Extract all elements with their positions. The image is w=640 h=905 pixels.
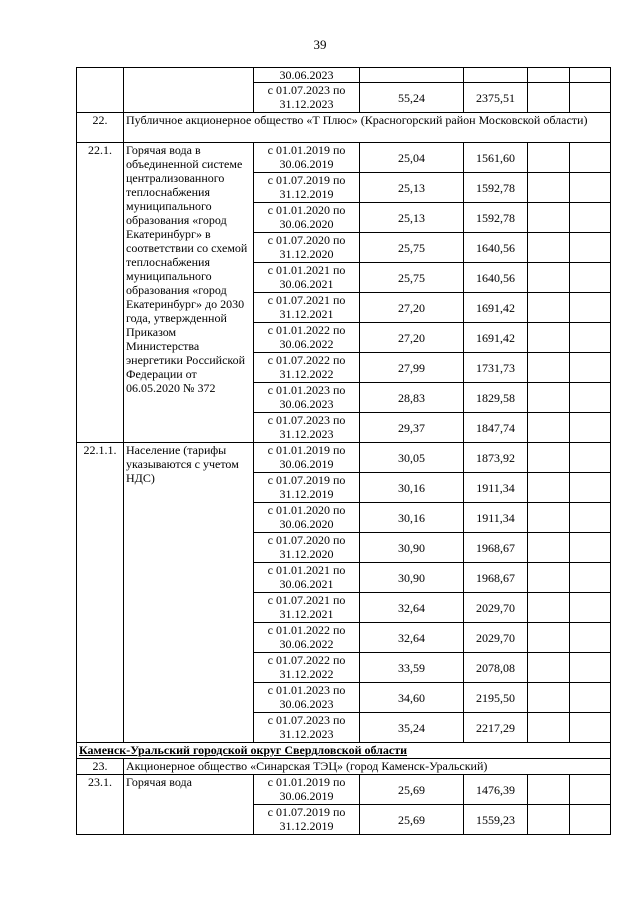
empty-cell	[528, 775, 570, 805]
empty-cell	[570, 503, 611, 533]
empty-cell	[528, 383, 570, 413]
empty-cell	[528, 593, 570, 623]
period-from: с 01.07.2019 по	[267, 805, 346, 819]
period-from: с 01.07.2023 по	[267, 83, 346, 97]
period-cell	[254, 263, 360, 293]
value-cell: 1847,74	[464, 413, 528, 443]
period-to: 30.06.2023	[279, 697, 334, 711]
value-cell: 1561,60	[464, 143, 528, 173]
period-cell	[254, 623, 360, 653]
period-cell	[254, 805, 360, 835]
value-cell: 32,64	[360, 593, 464, 623]
empty-cell	[570, 83, 611, 113]
empty-cell	[528, 83, 570, 113]
organization-name: Акционерное общество «Синарская ТЭЦ» (город Каменск-Уральский)	[124, 759, 611, 775]
empty-cell	[528, 623, 570, 653]
value-cell: 1911,34	[464, 503, 528, 533]
value-cell: 29,37	[360, 413, 464, 443]
period-cell	[254, 683, 360, 713]
period-to: 30.06.2022	[279, 637, 334, 651]
empty-cell	[528, 68, 570, 83]
period-cell	[254, 653, 360, 683]
empty-cell	[570, 293, 611, 323]
value-cell: 1592,78	[464, 203, 528, 233]
value-cell: 27,99	[360, 353, 464, 383]
period-from: с 01.01.2020 по	[267, 203, 346, 217]
empty-cell	[570, 353, 611, 383]
empty-cell	[570, 263, 611, 293]
period-to: 31.12.2023	[279, 427, 334, 441]
value-cell: 1640,56	[464, 233, 528, 263]
empty-cell	[570, 233, 611, 263]
value-cell: 2375,51	[464, 83, 528, 113]
tariff-table	[76, 67, 611, 835]
period-cell	[254, 383, 360, 413]
period-from: с 01.07.2022 по	[267, 653, 346, 667]
organization-name: Публичное акционерное общество «Т Плюс» (Красногорский район Московской области)	[124, 113, 611, 143]
value-cell: 1731,73	[464, 353, 528, 383]
table-row	[77, 775, 611, 805]
organization-row	[77, 113, 611, 143]
number-cell: 23.	[77, 759, 124, 775]
value-cell: 1968,67	[464, 533, 528, 563]
period-cell	[254, 203, 360, 233]
period-to: 30.06.2020	[279, 217, 334, 231]
period-cell	[254, 143, 360, 173]
empty-cell	[528, 323, 570, 353]
period-from: с 01.01.2020 по	[267, 503, 346, 517]
period-to: 31.12.2020	[279, 547, 334, 561]
period-from: с 01.07.2022 по	[267, 353, 346, 367]
period-to: 30.06.2022	[279, 337, 334, 351]
empty-cell	[570, 413, 611, 443]
region-heading: Каменск-Уральский городской округ Свердловской области	[77, 743, 611, 759]
empty-cell	[528, 503, 570, 533]
period-to: 30.06.2019	[279, 157, 334, 171]
period-cell	[254, 473, 360, 503]
period-to: 31.12.2022	[279, 667, 334, 681]
period-to: 30.06.2021	[279, 577, 334, 591]
value-cell: 1873,92	[464, 443, 528, 473]
period-to: 31.12.2021	[279, 307, 334, 321]
period-from: с 01.01.2019 по	[267, 775, 346, 789]
value-cell: 32,64	[360, 623, 464, 653]
period-to: 31.12.2020	[279, 247, 334, 261]
period-to: 31.12.2019	[279, 487, 334, 501]
value-cell: 1911,34	[464, 473, 528, 503]
value-cell: 1691,42	[464, 323, 528, 353]
empty-cell	[570, 563, 611, 593]
period-to: 31.12.2019	[279, 187, 334, 201]
empty-cell	[570, 683, 611, 713]
empty-cell	[528, 263, 570, 293]
region-row	[77, 743, 611, 759]
empty-cell	[570, 173, 611, 203]
empty-cell	[570, 323, 611, 353]
period-to: 30.06.2023	[279, 397, 334, 411]
value-cell: 35,24	[360, 713, 464, 743]
value-cell: 25,69	[360, 805, 464, 835]
table-row	[77, 68, 611, 83]
period-from: с 01.07.2019 по	[267, 173, 346, 187]
empty-cell	[570, 593, 611, 623]
period-cell	[254, 593, 360, 623]
empty-cell	[570, 653, 611, 683]
empty-cell	[528, 443, 570, 473]
value-cell	[360, 68, 464, 83]
period-cell	[254, 533, 360, 563]
empty-cell	[528, 353, 570, 383]
value-cell: 25,75	[360, 233, 464, 263]
name-cell	[124, 68, 254, 113]
period-from: с 01.07.2023 по	[267, 413, 346, 427]
number-cell: 23.1.	[77, 775, 124, 835]
table-row	[77, 443, 611, 473]
value-cell: 2217,29	[464, 713, 528, 743]
number-cell: 22.1.1.	[77, 443, 124, 743]
period-cell	[254, 413, 360, 443]
value-cell: 2029,70	[464, 593, 528, 623]
value-cell: 27,20	[360, 323, 464, 353]
number-cell: 22.	[77, 113, 124, 143]
period-from: с 01.01.2022 по	[267, 623, 346, 637]
period-cell	[254, 503, 360, 533]
empty-cell	[528, 533, 570, 563]
period-cell	[254, 233, 360, 263]
period-cell	[254, 775, 360, 805]
period-from: с 01.07.2023 по	[267, 713, 346, 727]
value-cell	[464, 68, 528, 83]
number-cell	[77, 68, 124, 113]
period-from: с 01.07.2021 по	[267, 293, 346, 307]
value-cell: 25,69	[360, 775, 464, 805]
service-name: Население (тарифы указываются с учетом НДС)	[124, 443, 254, 743]
period-cell	[254, 173, 360, 203]
period-from: с 01.01.2019 по	[267, 443, 346, 457]
period-cell	[254, 293, 360, 323]
empty-cell	[528, 653, 570, 683]
value-cell: 25,75	[360, 263, 464, 293]
empty-cell	[570, 805, 611, 835]
value-cell: 2078,08	[464, 653, 528, 683]
empty-cell	[528, 203, 570, 233]
period-to: 31.12.2023	[279, 97, 334, 111]
organization-row	[77, 759, 611, 775]
period-to: 30.06.2019	[279, 457, 334, 471]
empty-cell	[570, 203, 611, 233]
empty-cell	[570, 713, 611, 743]
period-to: 31.12.2019	[279, 819, 334, 833]
period-from: с 01.01.2021 по	[267, 263, 346, 277]
period-from: с 01.01.2023 по	[267, 683, 346, 697]
value-cell: 30,90	[360, 563, 464, 593]
empty-cell	[528, 143, 570, 173]
empty-cell	[528, 683, 570, 713]
value-cell: 25,13	[360, 203, 464, 233]
value-cell: 28,83	[360, 383, 464, 413]
empty-cell	[528, 173, 570, 203]
period-to: 30.06.2021	[279, 277, 334, 291]
value-cell: 1829,58	[464, 383, 528, 413]
period-to: 30.06.2019	[279, 789, 334, 803]
empty-cell	[528, 413, 570, 443]
empty-cell	[528, 713, 570, 743]
period-to: 31.12.2022	[279, 367, 334, 381]
service-name: Горячая вода в объединенной системе централизованного теплоснабжения муниципального образования «город Екатеринбург» в соответствии со схемой теплоснабжения муниципального образования «город Екатеринбург» до 2030 года, утвержденной Приказом Министерства энергетики Российской Федерации от 06.05.2020 № 372	[124, 143, 254, 443]
value-cell: 25,13	[360, 173, 464, 203]
value-cell: 2029,70	[464, 623, 528, 653]
period-to: 30.06.2020	[279, 517, 334, 531]
period-cell	[254, 353, 360, 383]
empty-cell	[570, 143, 611, 173]
empty-cell	[570, 775, 611, 805]
empty-cell	[570, 443, 611, 473]
service-name: Горячая вода	[124, 775, 254, 835]
period-cell	[254, 443, 360, 473]
empty-cell	[528, 473, 570, 503]
value-cell: 1592,78	[464, 173, 528, 203]
period-to: 31.12.2021	[279, 607, 334, 621]
period-from: с 01.07.2020 по	[267, 533, 346, 547]
value-cell: 33,59	[360, 653, 464, 683]
period-to: 31.12.2023	[279, 727, 334, 741]
empty-cell	[570, 473, 611, 503]
value-cell: 25,04	[360, 143, 464, 173]
period-cell	[254, 563, 360, 593]
empty-cell	[528, 805, 570, 835]
period-from: с 01.07.2021 по	[267, 593, 346, 607]
empty-cell	[570, 383, 611, 413]
value-cell: 1559,23	[464, 805, 528, 835]
value-cell: 1476,39	[464, 775, 528, 805]
period-from: с 01.01.2022 по	[267, 323, 346, 337]
period-cell	[254, 713, 360, 743]
empty-cell	[528, 233, 570, 263]
period-from: с 01.01.2021 по	[267, 563, 346, 577]
value-cell: 27,20	[360, 293, 464, 323]
number-cell: 22.1.	[77, 143, 124, 443]
value-cell: 2195,50	[464, 683, 528, 713]
period-cell	[254, 323, 360, 353]
value-cell: 30,16	[360, 503, 464, 533]
period-cell: 30.06.2023	[254, 68, 360, 83]
value-cell: 30,90	[360, 533, 464, 563]
value-cell: 1640,56	[464, 263, 528, 293]
value-cell: 30,05	[360, 443, 464, 473]
period-from: с 01.01.2023 по	[267, 383, 346, 397]
period-from: с 01.01.2019 по	[267, 143, 346, 157]
value-cell: 30,16	[360, 473, 464, 503]
empty-cell	[570, 68, 611, 83]
period-from: с 01.07.2020 по	[267, 233, 346, 247]
page-number: 39	[313, 37, 327, 52]
value-cell: 1691,42	[464, 293, 528, 323]
empty-cell	[570, 533, 611, 563]
empty-cell	[528, 563, 570, 593]
value-cell: 55,24	[360, 83, 464, 113]
empty-cell	[570, 623, 611, 653]
period-from: с 01.07.2019 по	[267, 473, 346, 487]
value-cell: 34,60	[360, 683, 464, 713]
table-row	[77, 143, 611, 173]
empty-cell	[528, 293, 570, 323]
value-cell: 1968,67	[464, 563, 528, 593]
period-cell	[254, 83, 360, 113]
